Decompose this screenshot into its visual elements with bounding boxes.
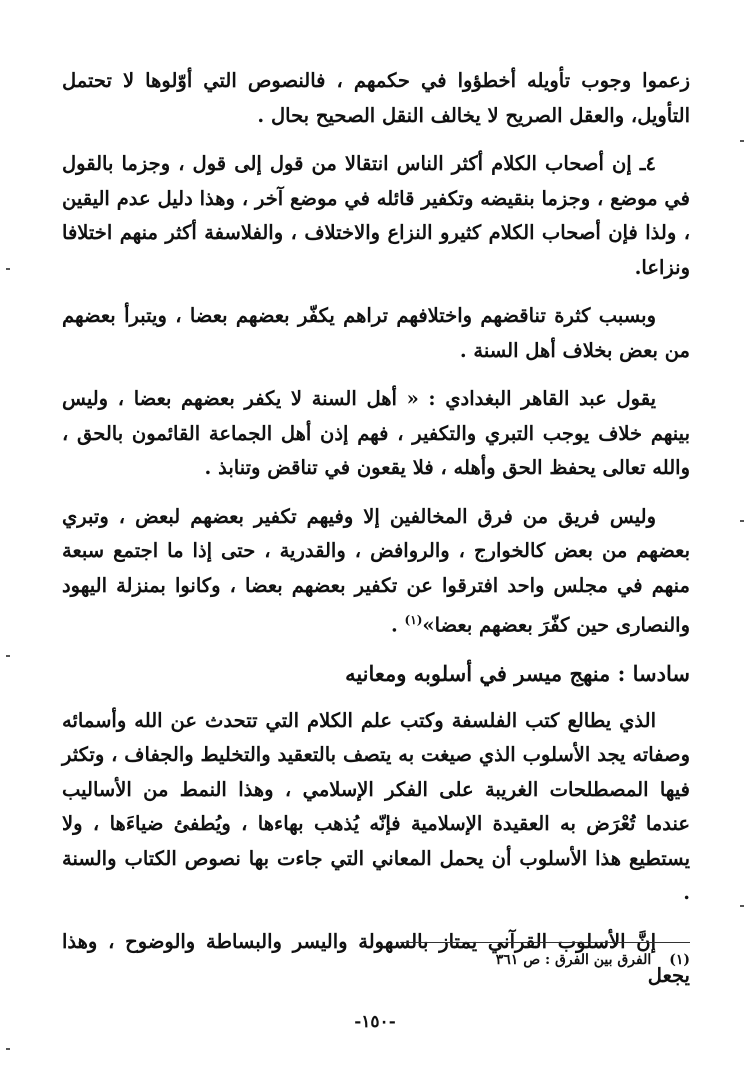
footnote-text: الفرق بين الفرق : ص ٣٦١ bbox=[495, 952, 652, 968]
paragraph: زعموا وجوب تأويله أخطؤوا في حكمهم ، فالنصوص التي أوّلوها لا تحتمل التأويل، والعقل الصريح لا يخالف النقل الصحيح بحال . bbox=[62, 69, 690, 127]
margin-mark bbox=[6, 655, 10, 657]
body-text bbox=[62, 64, 690, 1008]
section-heading: سادسا : منهج ميسر في أسلوبه ومعانيه bbox=[345, 661, 690, 686]
footnote-reference[interactable]: (١) bbox=[404, 613, 423, 627]
paragraph-end: . bbox=[390, 613, 405, 637]
paragraph: ٤ـ إن أصحاب الكلام أكثر الناس انتقالا من قول إلى قول ، وجزما بالقول في موضع ، وجزما بنقيضه وتكفير قائله في موضع آخر ، وهذا دليل عدم اليقين ، ولذا فإن أصحاب الكلام كثيرو النزاع والاختلاف ، والفلاسفة أكثر منهم اختلافا ونزاعا. bbox=[62, 152, 690, 279]
margin-mark bbox=[740, 140, 744, 142]
paragraph-text: وليس فريق من فرق المخالفين إلا وفيهم تكفير بعضهم لبعض ، وتبري بعضهم من بعض كالخوارج ، والروافض ، والقدرية ، حتى إذا ما اجتمع سبعة منهم في مجلس واحد افترقوا عن تكفير بعضهم بعضا ، وكانوا بمنزلة اليهود والنصارى حين كفّرَ بعضهم بعضا» bbox=[62, 504, 690, 637]
paragraph-with-footnote bbox=[62, 500, 690, 644]
margin-mark bbox=[6, 268, 10, 270]
paragraph: يقول عبد القاهر البغدادي : « أهل السنة لا يكفر بعضهم بعضا ، وليس بينهم خلاف يوجب التبري والتكفير ، فهم إذن أهل الجماعة القائمون بالحق ، والله تعالى يحفظ الحق وأهله ، فلا يقعون في تناقض وتنابذ . bbox=[62, 387, 690, 479]
paragraph: وبسبب كثرة تناقضهم واختلافهم تراهم يكفّر بعضهم بعضا ، ويتبرأ بعضهم من بعض بخلاف أهل السنة . bbox=[62, 304, 690, 362]
paragraph: الذي يطالع كتب الفلسفة وكتب علم الكلام التي تتحدث عن الله وأسمائه وصفاته يجد الأسلوب الذي صيغت به يتصف بالتعقيد والتخليط والجفاف ، وتكثر فيها المصطلحات الغريبة على الفكر الإسلامي ، وهذا النمط من الأساليب عندما تُعْرَض به العقيدة الإسلامية فإنّه يُذهب بهاءها ، ويُطفئ ضياءَها ، ولا يستطيع هذا الأسلوب أن يحمل المعاني التي جاءت بها نصوص الكتاب والسنة . bbox=[62, 708, 690, 904]
footnote bbox=[496, 952, 690, 968]
margin-mark bbox=[6, 1048, 10, 1050]
footnote-number: (١) bbox=[669, 952, 690, 968]
margin-mark bbox=[740, 905, 744, 907]
margin-mark bbox=[740, 520, 744, 522]
page-number: -١٥٠- bbox=[354, 1012, 396, 1032]
footnote-divider bbox=[400, 942, 690, 943]
paragraph: إنَّ الأسلوب القرآني يمتاز بالسهولة واليسر والبساطة والوضوح ، وهذا يجعل bbox=[62, 929, 690, 987]
